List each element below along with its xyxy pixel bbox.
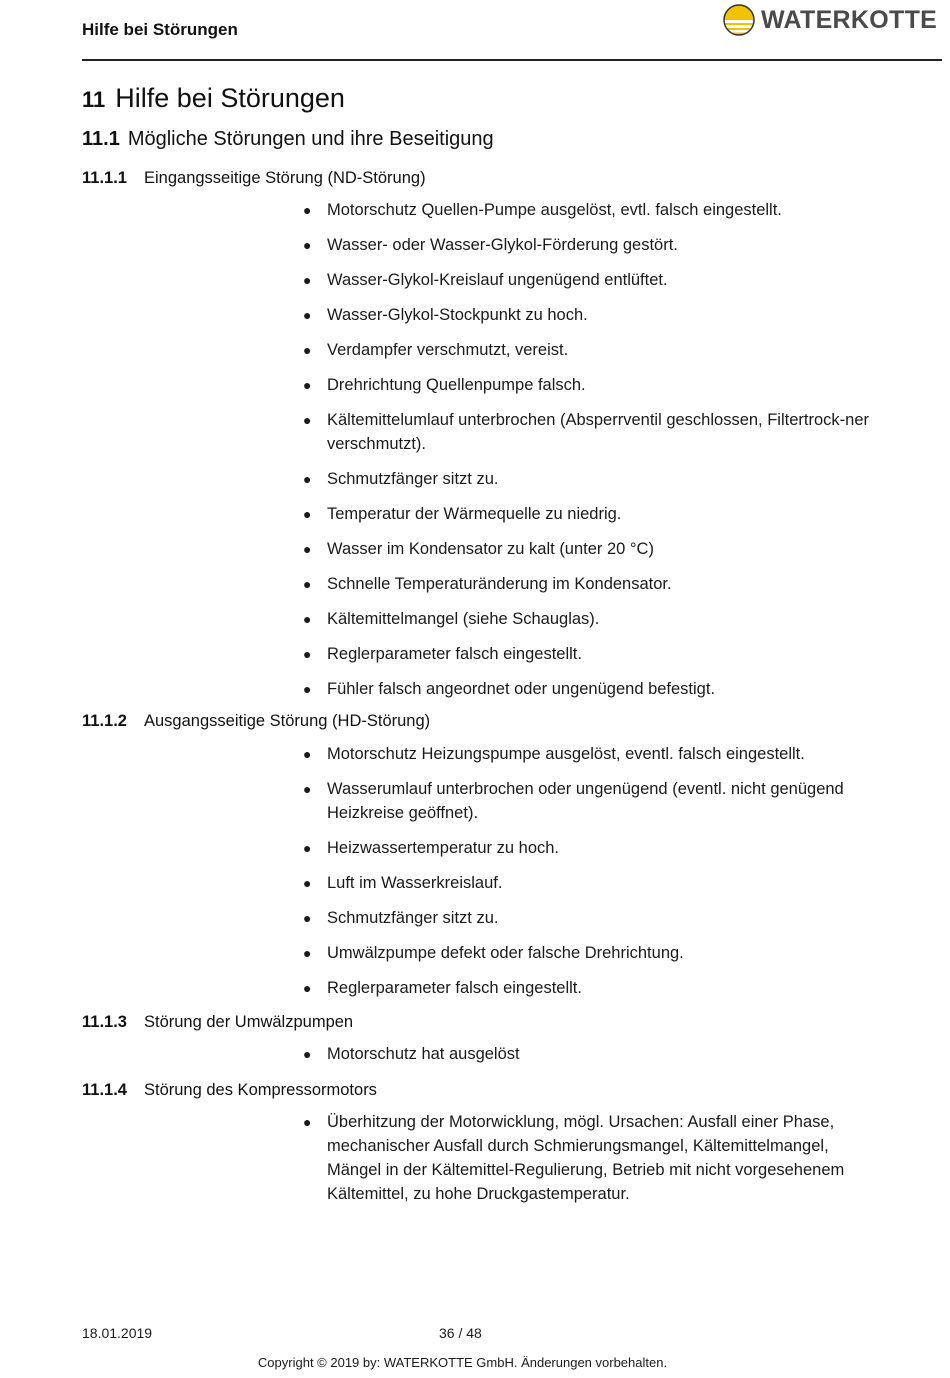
subsection-title: Ausgangsseitige Störung (HD-Störung) bbox=[144, 712, 431, 730]
bullet-dot-icon: ● bbox=[303, 342, 312, 358]
list-item: ● Drehrichtung Quellenpumpe falsch. bbox=[300, 373, 870, 397]
list-item: ● Umwälzpumpe defekt oder falsche Drehrichtung. bbox=[300, 941, 870, 965]
bullet-dot-icon: ● bbox=[303, 377, 312, 393]
subsection-heading bbox=[82, 1013, 353, 1032]
fault-cause-list bbox=[300, 742, 870, 1011]
subsection-number: 11.1.3 bbox=[82, 1013, 127, 1031]
bullet-dot-icon: ● bbox=[303, 781, 312, 797]
list-item: ● Wasser im Kondensator zu kalt (unter 20 °C) bbox=[300, 537, 870, 561]
copyright-notice: Copyright © 2019 by: WATERKOTTE GmbH. Änderungen vorbehalten. bbox=[257, 1355, 668, 1370]
bullet-dot-icon: ● bbox=[303, 202, 312, 218]
subsection-number: 11.1.2 bbox=[82, 712, 127, 730]
bullet-dot-icon: ● bbox=[303, 506, 312, 522]
list-item: ● Kältemittelmangel (siehe Schauglas). bbox=[300, 607, 870, 631]
header-divider bbox=[82, 59, 942, 61]
list-item: ● Wasser- oder Wasser-Glykol-Förderung gestört. bbox=[300, 233, 870, 257]
subsection-title: Störung des Kompressormotors bbox=[144, 1081, 377, 1099]
list-item: ● Verdampfer verschmutzt, vereist. bbox=[300, 338, 870, 362]
bullet-dot-icon: ● bbox=[303, 945, 312, 961]
list-item: ● Motorschutz Heizungspumpe ausgelöst, eventl. falsch eingestellt. bbox=[300, 742, 870, 766]
section-heading bbox=[82, 128, 494, 151]
list-item: ● Motorschutz Quellen-Pumpe ausgelöst, evtl. falsch eingestellt. bbox=[300, 198, 870, 222]
list-item: ● Fühler falsch angeordnet oder ungenügend befestigt. bbox=[300, 677, 870, 701]
logo-wordmark: WATERKOTTE bbox=[761, 6, 938, 34]
bullet-dot-icon: ● bbox=[303, 840, 312, 856]
subsection-heading bbox=[82, 169, 426, 188]
bullet-dot-icon: ● bbox=[303, 307, 312, 323]
bullet-dot-icon: ● bbox=[303, 746, 312, 762]
subsection-heading bbox=[82, 1081, 377, 1100]
list-item: ● Temperatur der Wärmequelle zu niedrig. bbox=[300, 502, 870, 526]
bullet-dot-icon: ● bbox=[303, 237, 312, 253]
section-title: Mögliche Störungen und ihre Beseitigung bbox=[127, 128, 494, 150]
list-item: ● Reglerparameter falsch eingestellt. bbox=[300, 976, 870, 1000]
bullet-dot-icon: ● bbox=[303, 1046, 312, 1062]
list-item: ● Schmutzfänger sitzt zu. bbox=[300, 906, 870, 930]
subsection-title: Störung der Umwälzpumpen bbox=[144, 1013, 354, 1031]
bullet-dot-icon: ● bbox=[303, 471, 312, 487]
page-header-title: Hilfe bei Störungen bbox=[82, 20, 238, 39]
subsection-number: 11.1.4 bbox=[82, 1081, 127, 1099]
list-item: ● Motorschutz hat ausgelöst bbox=[300, 1042, 870, 1066]
sun-logo-icon bbox=[723, 4, 755, 36]
bullet-dot-icon: ● bbox=[303, 646, 312, 662]
list-item: ● Überhitzung der Motorwicklung, mögl. Ursachen: Ausfall einer Phase, mechanischer Ausfall durch Schmierungsmangel, Kältemittelmangel, Mängel in der Kältemittel-Regulierung, Betrieb mit nicht vorgesehenem Kältemittel, zu hohe Druckgastemperatur. bbox=[300, 1110, 870, 1206]
bullet-dot-icon: ● bbox=[303, 541, 312, 557]
list-item: ● Kältemittelumlauf unterbrochen (Absperrventil geschlossen, Filtertrock-ner verschmutzt). bbox=[300, 408, 870, 456]
list-item: ● Schmutzfänger sitzt zu. bbox=[300, 467, 870, 491]
list-item: ● Wasserumlauf unterbrochen oder ungenügend (eventl. nicht genügend Heizkreise geöffnet). bbox=[300, 777, 870, 825]
bullet-dot-icon: ● bbox=[303, 272, 312, 288]
waterkotte-logo bbox=[723, 3, 937, 37]
subsection-title: Eingangsseitige Störung (ND-Störung) bbox=[144, 169, 426, 187]
bullet-dot-icon: ● bbox=[303, 1114, 312, 1130]
bullet-dot-icon: ● bbox=[303, 611, 312, 627]
bullet-dot-icon: ● bbox=[303, 576, 312, 592]
fault-cause-list bbox=[300, 1110, 870, 1217]
list-item: ● Wasser-Glykol-Stockpunkt zu hoch. bbox=[300, 303, 870, 327]
page-number: 36 / 48 bbox=[439, 1325, 482, 1341]
chapter-heading bbox=[82, 83, 345, 114]
chapter-title: Hilfe bei Störungen bbox=[115, 83, 345, 113]
chapter-number: 11 bbox=[82, 87, 106, 112]
list-item: ● Wasser-Glykol-Kreislauf ungenügend entlüftet. bbox=[300, 268, 870, 292]
fault-cause-list bbox=[300, 1042, 870, 1077]
list-item: ● Heizwassertemperatur zu hoch. bbox=[300, 836, 870, 860]
list-item: ● Luft im Wasserkreislauf. bbox=[300, 871, 870, 895]
section-number: 11.1 bbox=[82, 128, 120, 150]
bullet-dot-icon: ● bbox=[303, 980, 312, 996]
subsection-number: 11.1.1 bbox=[82, 169, 127, 187]
subsection-heading bbox=[82, 712, 430, 731]
fault-cause-list bbox=[300, 198, 870, 712]
bullet-dot-icon: ● bbox=[303, 875, 312, 891]
list-item: ● Reglerparameter falsch eingestellt. bbox=[300, 642, 870, 666]
footer-date: 18.01.2019 bbox=[82, 1325, 153, 1341]
bullet-dot-icon: ● bbox=[303, 910, 312, 926]
list-item: ● Schnelle Temperaturänderung im Kondensator. bbox=[300, 572, 870, 596]
bullet-dot-icon: ● bbox=[303, 681, 312, 697]
bullet-dot-icon: ● bbox=[303, 412, 312, 428]
